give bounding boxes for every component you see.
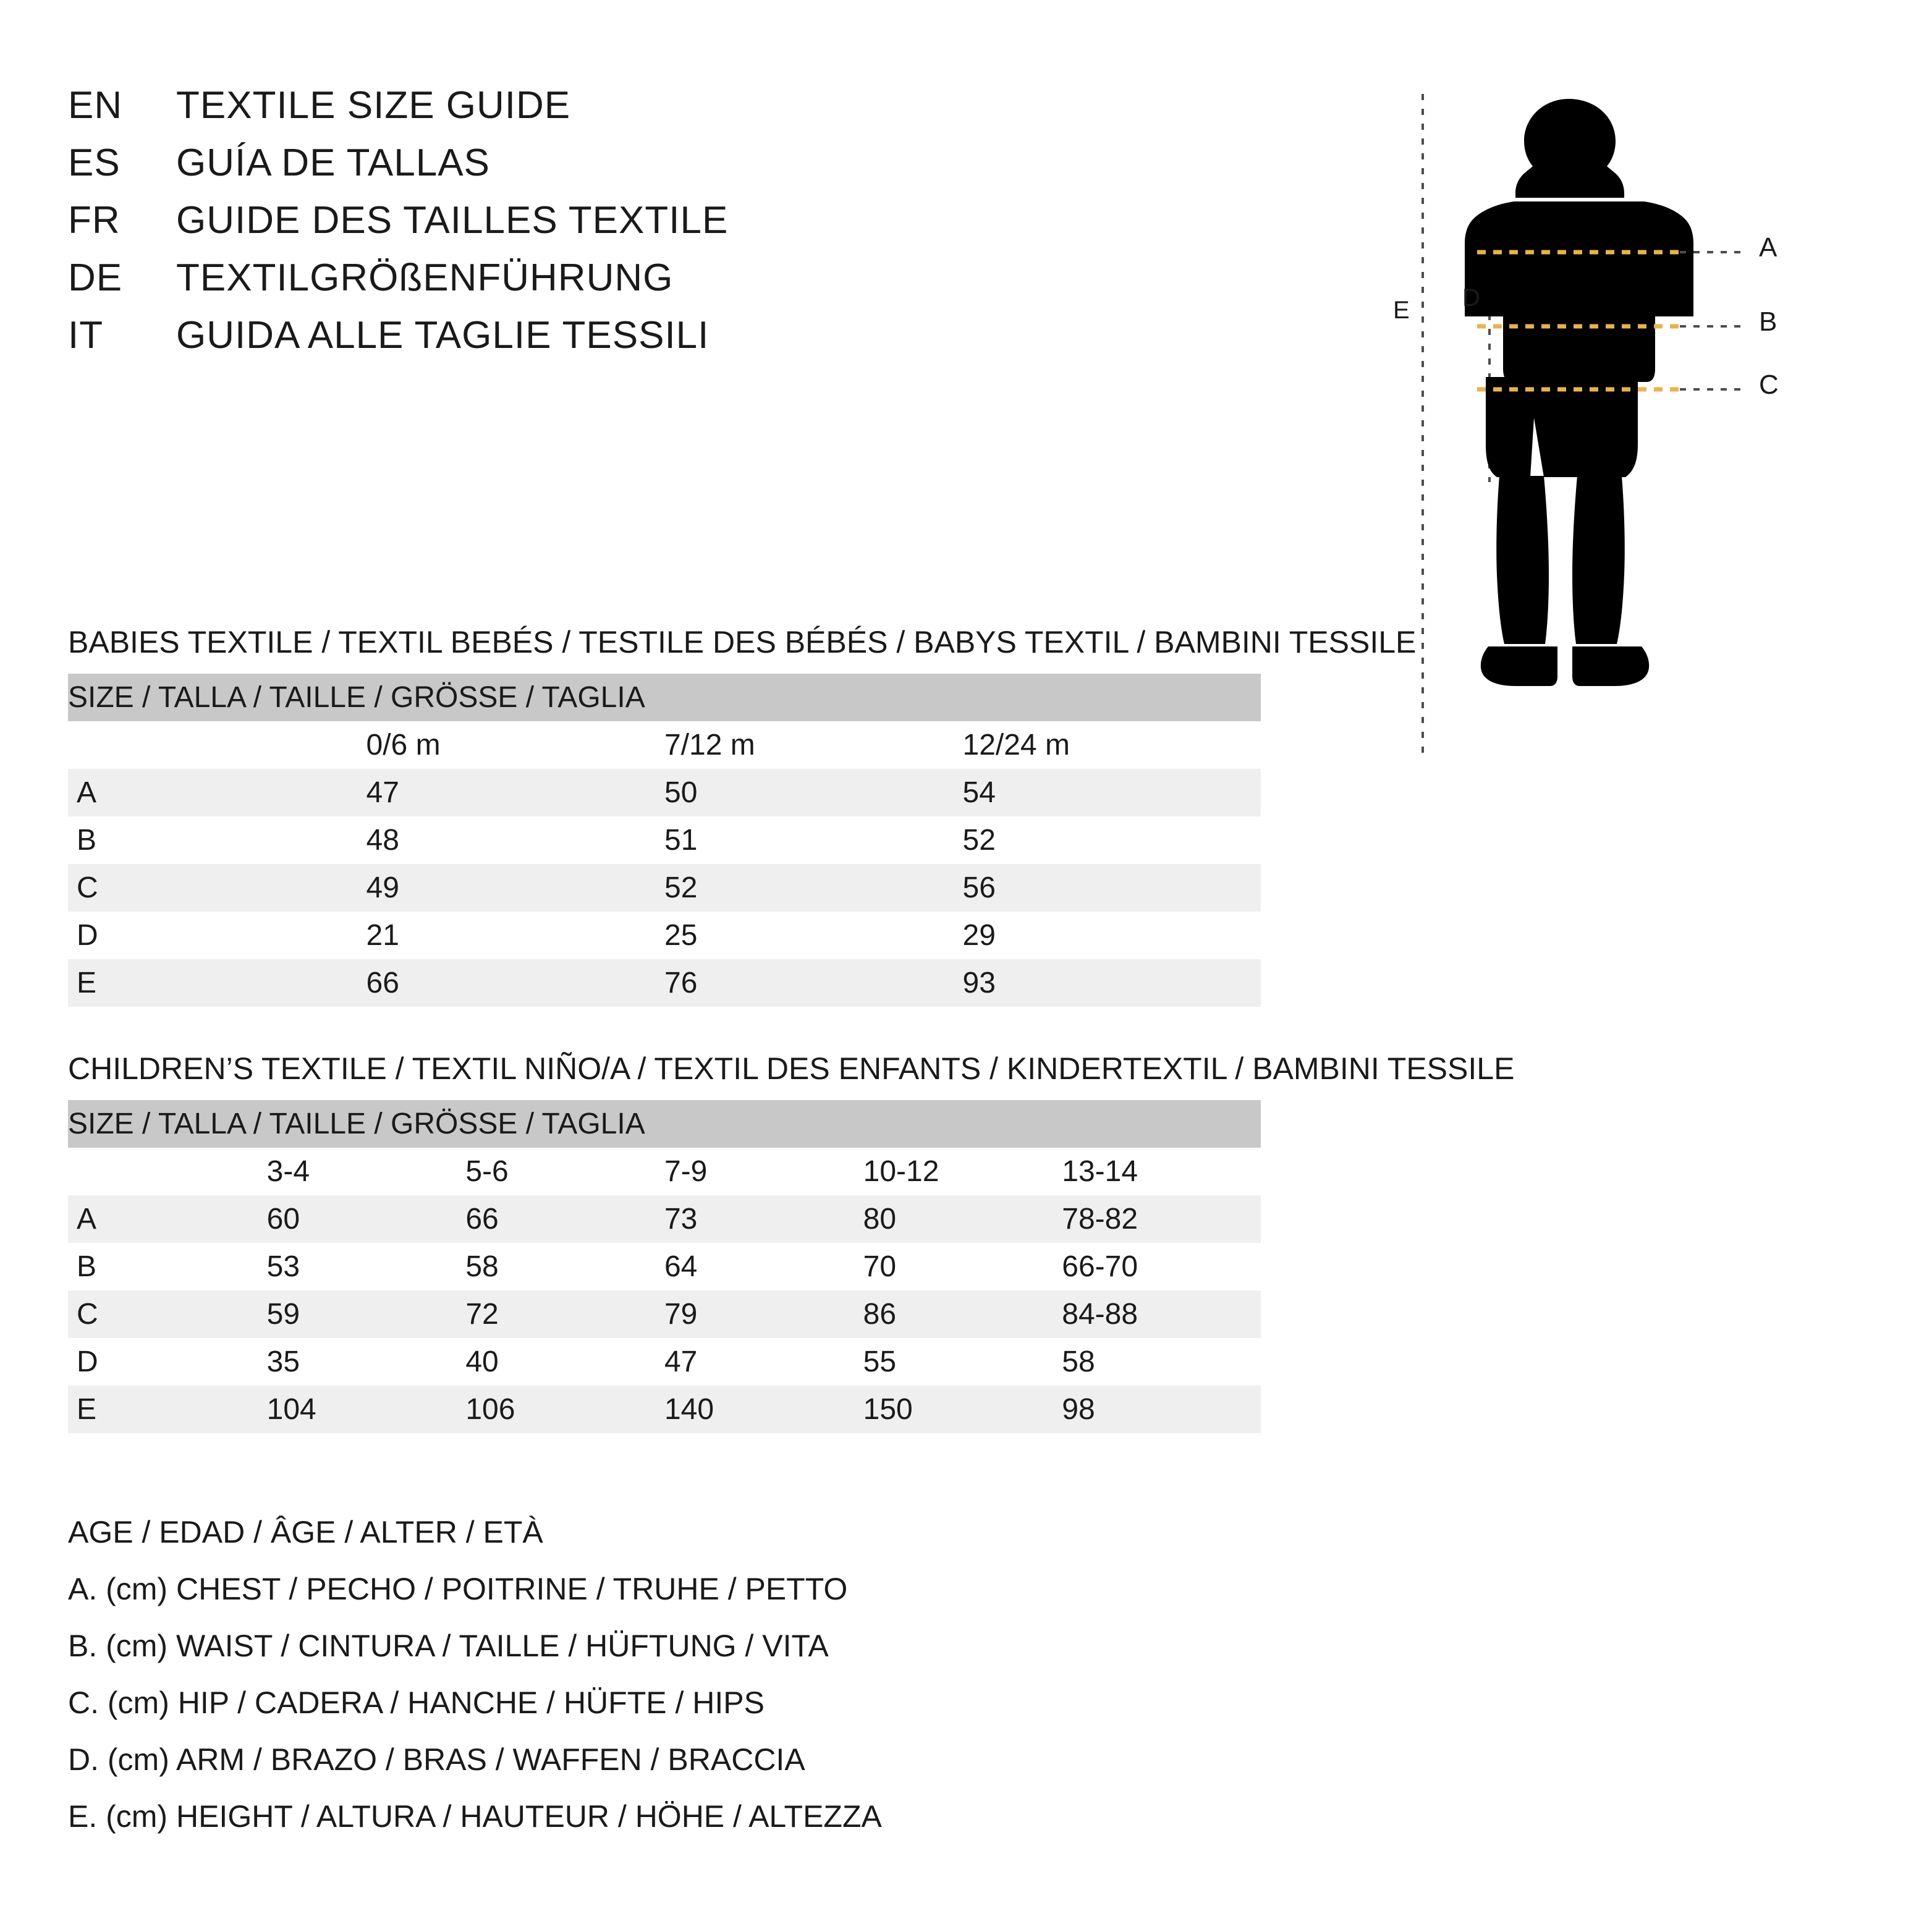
cell: 78-82	[1062, 1195, 1261, 1243]
table-row	[68, 864, 1261, 912]
title-row-it	[68, 313, 1242, 357]
cell: 40	[465, 1338, 664, 1386]
legend-age: AGE / EDAD / ÂGE / ALTER / ETÀ	[68, 1515, 543, 1549]
cell: 50	[664, 769, 963, 816]
title-lang-en: EN	[68, 84, 123, 127]
figure-label-e: E	[1393, 297, 1410, 324]
measurement-legend	[68, 1514, 1428, 1855]
figure-label-d: D	[1462, 284, 1480, 311]
cell: 47	[366, 769, 665, 816]
cell: 66	[366, 959, 665, 1007]
table-row	[68, 1243, 1261, 1290]
table-header-label: SIZE / TALLA / TAILLE / GRÖSSE / TAGLIA	[68, 1100, 1261, 1148]
legend-waist: B. (cm) WAIST / CINTURA / TAILLE / HÜFTUNG / VITA	[68, 1629, 829, 1663]
cell: 79	[664, 1290, 863, 1338]
cell: 35	[267, 1338, 466, 1386]
cell: 86	[863, 1290, 1062, 1338]
table-header-row	[68, 674, 1261, 721]
title-lang-es: ES	[68, 142, 121, 184]
cell: 150	[863, 1386, 1062, 1433]
cell: 140	[664, 1386, 863, 1433]
title-lang-fr: FR	[68, 199, 121, 242]
row-label: C	[68, 864, 366, 912]
title-text-fr: GUIDE DES TAILLES TEXTILE	[176, 199, 729, 242]
cell: 58	[1062, 1338, 1261, 1386]
cell: 29	[963, 912, 1261, 959]
cell: 73	[664, 1195, 863, 1243]
table-row	[68, 1386, 1261, 1433]
cell: 58	[465, 1243, 664, 1290]
cell: 93	[963, 959, 1261, 1007]
column-header: 7/12 m	[664, 721, 963, 769]
title-block	[68, 83, 1242, 371]
cell: 76	[664, 959, 963, 1007]
title-text-it: GUIDA ALLE TAGLIE TESSILI	[176, 314, 710, 357]
cell: 56	[963, 864, 1261, 912]
row-label: A	[68, 769, 366, 816]
cell: 49	[366, 864, 665, 912]
column-header: 10-12	[863, 1148, 1062, 1195]
column-header: 12/24 m	[963, 721, 1261, 769]
row-label: E	[68, 1386, 267, 1433]
cell: 80	[863, 1195, 1062, 1243]
cell: 66-70	[1062, 1243, 1261, 1290]
section-children	[68, 1051, 1515, 1433]
legend-arm: D. (cm) ARM / BRAZO / BRAS / WAFFEN / BRACCIA	[68, 1742, 805, 1777]
cell: 106	[465, 1386, 664, 1433]
figure-label-b: B	[1759, 307, 1777, 337]
title-row-es	[68, 141, 1242, 185]
table-row	[68, 959, 1261, 1007]
figure-label-a: A	[1759, 232, 1777, 263]
row-label: B	[68, 816, 366, 864]
cell: 64	[664, 1243, 863, 1290]
row-label: E	[68, 959, 366, 1007]
legend-hip: C. (cm) HIP / CADERA / HANCHE / HÜFTE / HIPS	[68, 1685, 765, 1720]
row-label: B	[68, 1243, 267, 1290]
cell: 55	[863, 1338, 1062, 1386]
title-text-de: TEXTILGRÖßENFÜHRUNG	[176, 256, 674, 299]
column-corner	[68, 1148, 267, 1195]
table-row	[68, 769, 1261, 816]
title-text-es: GUÍA DE TALLAS	[176, 142, 490, 184]
table-row	[68, 912, 1261, 959]
row-label: A	[68, 1195, 267, 1243]
table-row	[68, 1338, 1261, 1386]
cell: 25	[664, 912, 963, 959]
cell: 59	[267, 1290, 466, 1338]
cell: 51	[664, 816, 963, 864]
title-text-en: TEXTILE SIZE GUIDE	[176, 84, 571, 127]
table-column-row	[68, 1148, 1261, 1195]
title-lang-de: DE	[68, 256, 123, 299]
cell: 60	[267, 1195, 466, 1243]
child-silhouette	[1465, 99, 1693, 686]
cell: 21	[366, 912, 665, 959]
cell: 48	[366, 816, 665, 864]
table-row	[68, 1290, 1261, 1338]
table-column-row	[68, 721, 1261, 769]
cell: 72	[465, 1290, 664, 1338]
cell: 54	[963, 769, 1261, 816]
cell: 52	[664, 864, 963, 912]
column-header: 0/6 m	[366, 721, 665, 769]
column-header: 13-14	[1062, 1148, 1261, 1195]
legend-chest: A. (cm) CHEST / PECHO / POITRINE / TRUHE / PETTO	[68, 1572, 848, 1606]
section-babies	[68, 624, 1417, 1007]
cell: 47	[664, 1338, 863, 1386]
figure-label-c: C	[1759, 370, 1779, 400]
column-header: 7-9	[664, 1148, 863, 1195]
cell: 66	[465, 1195, 664, 1243]
column-header: 3-4	[267, 1148, 466, 1195]
table-header-label: SIZE / TALLA / TAILLE / GRÖSSE / TAGLIA	[68, 674, 1261, 721]
section-heading-babies: BABIES TEXTILE / TEXTIL BEBÉS / TESTILE DES BÉBÉS / BABYS TEXTIL / BAMBINI TESSILE	[68, 625, 1417, 659]
legend-height: E. (cm) HEIGHT / ALTURA / HAUTEUR / HÖHE / ALTEZZA	[68, 1799, 882, 1834]
table-row	[68, 1195, 1261, 1243]
title-row-de	[68, 256, 1242, 300]
measurement-figure	[1393, 87, 1854, 779]
row-label: D	[68, 912, 366, 959]
column-corner	[68, 721, 366, 769]
row-label: D	[68, 1338, 267, 1386]
table-row	[68, 816, 1261, 864]
cell: 84-88	[1062, 1290, 1261, 1338]
cell: 52	[963, 816, 1261, 864]
title-lang-it: IT	[68, 314, 104, 357]
title-row-en	[68, 83, 1242, 127]
cell: 104	[267, 1386, 466, 1433]
row-label: C	[68, 1290, 267, 1338]
section-heading-children: CHILDREN’S TEXTILE / TEXTIL NIÑO/A / TEXTIL DES ENFANTS / KINDERTEXTIL / BAMBINI TESSILE	[68, 1051, 1515, 1086]
column-header: 5-6	[465, 1148, 664, 1195]
cell: 53	[267, 1243, 466, 1290]
table-header-row	[68, 1100, 1261, 1148]
cell: 70	[863, 1243, 1062, 1290]
children-size-table	[68, 1100, 1261, 1433]
babies-size-table	[68, 674, 1261, 1007]
title-row-fr	[68, 198, 1242, 242]
cell: 98	[1062, 1386, 1261, 1433]
